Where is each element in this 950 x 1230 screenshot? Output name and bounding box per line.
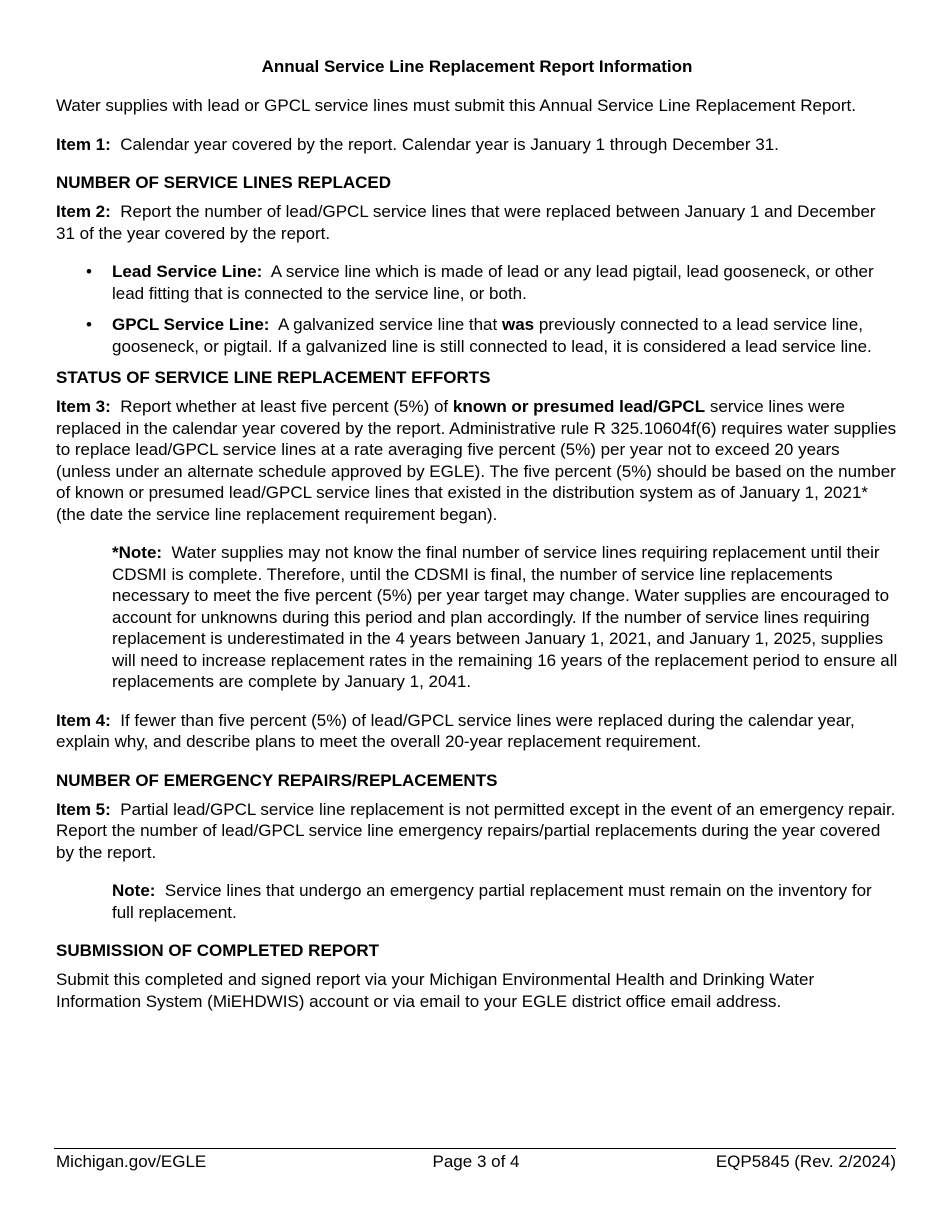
item-5-label: Item 5:: [56, 799, 111, 819]
item-1-text: Calendar year covered by the report. Calendar year is January 1 through December 31.: [120, 134, 779, 154]
footer-divider: [54, 1148, 896, 1149]
section-heading-submission: SUBMISSION OF COMPLETED REPORT: [56, 941, 380, 960]
bullet-icon: •: [86, 315, 92, 334]
item-3-text-before: Report whether at least five percent (5%) of: [120, 397, 449, 416]
item-2-label: Item 2:: [56, 202, 111, 221]
emergency-note: [112, 880, 898, 923]
cdsmi-note: [112, 542, 898, 693]
gpcl-service-line-text-before: A galvanized service line that: [277, 315, 498, 334]
item-4-label: Item 4:: [56, 710, 111, 730]
item-5-text: Partial lead/GPCL service line replacement is not permitted except in the event of an emergency repair. Report the number of lead/GPCL service line emergency repairs/partial replacements during the year covered by the report.: [56, 799, 896, 862]
item-4-paragraph: [56, 710, 898, 753]
item-4-text: If fewer than five percent (5%) of lead/GPCL service lines were replaced during the calendar year, explain why, and describe plans to meet the overall 20-year replacement requirement.: [56, 710, 855, 751]
document-page: [56, 55, 898, 1012]
gpcl-service-line-bold-word: was: [501, 315, 535, 334]
footer-website: Michigan.gov/EGLE: [56, 1152, 207, 1171]
definition-list: [56, 261, 898, 357]
list-item: [86, 314, 898, 357]
section-heading-lines-replaced: NUMBER OF SERVICE LINES REPLACED: [56, 173, 392, 192]
emergency-note-text: Service lines that undergo an emergency partial replacement must remain on the inventory for full replacement.: [112, 881, 872, 922]
page-footer: [56, 1152, 896, 1174]
item-5-paragraph: [56, 799, 898, 864]
bullet-icon: •: [86, 262, 92, 281]
item-1-label: Item 1:: [56, 134, 111, 154]
item-3-text-after: service lines were replaced in the calendar year covered by the report. Administrative rule R 325.10604f(6) requires water supplies to replace lead/GPCL service lines at a rate averaging five percent (5%) per year not to exceed 20 years (unless under an alternate schedule approved by EGLE). The five percent (5%) should be based on the number of known or presumed lead/GPCL service lines that existed in the distribution system as of January 1, 2021* (the date the service line replacement requirement began).: [56, 397, 897, 524]
submission-paragraph: Submit this completed and signed report via your Michigan Environmental Health and Drinking Water Information System (MiEHDWIS) account or via email to your EGLE district office email address.: [56, 970, 815, 1011]
item-3-bold-text: known or presumed lead/GPCL: [452, 397, 706, 416]
footer-page-number: Page 3 of 4: [432, 1152, 520, 1171]
item-2-paragraph: [56, 201, 898, 244]
section-heading-emergency-repairs: NUMBER OF EMERGENCY REPAIRS/REPLACEMENTS: [56, 770, 498, 790]
intro-paragraph: Water supplies with lead or GPCL service lines must submit this Annual Service Line Replacement Report.: [56, 96, 856, 115]
item-1-paragraph: [56, 134, 898, 156]
emergency-note-label: Note:: [112, 881, 156, 900]
item-3-label: Item 3:: [56, 397, 111, 416]
section-heading-replacement-status: STATUS OF SERVICE LINE REPLACEMENT EFFORTS: [56, 368, 491, 387]
lead-service-line-term: Lead Service Line:: [112, 262, 263, 281]
lead-service-line-text: A service line which is made of lead or any lead pigtail, lead gooseneck, or other lead fitting that is connected to the service line, or both.: [112, 262, 874, 303]
gpcl-service-line-term: GPCL Service Line:: [112, 315, 270, 334]
item-3-paragraph: [56, 396, 898, 525]
cdsmi-note-text: Water supplies may not know the final number of service lines requiring replacement until their CDSMI is complete. Therefore, until the CDSMI is final, the number of service line replacements necessary to meet the five percent (5%) per year target may change. Water supplies are encouraged to account for unknowns during this period and plan accordingly. If the number of service lines requiring replacement is underestimated in the 4 years between January 1, 2021, and January 1, 2025, supplies will need to increase replacement rates in the remaining 16 years of the replacement period to ensure all replacements are complete by January 1, 2041.: [112, 543, 898, 691]
cdsmi-note-label: *Note:: [112, 543, 163, 562]
list-item: [86, 261, 898, 304]
page-title: Annual Service Line Replacement Report Information: [261, 57, 693, 76]
item-2-text: Report the number of lead/GPCL service lines that were replaced between January 1 and December 31 of the year covered by the report.: [56, 202, 876, 243]
footer-form-number: EQP5845 (Rev. 2/2024): [715, 1152, 896, 1171]
gpcl-service-line-text-after: previously connected to a lead service line, gooseneck, or pigtail. If a galvanized line is still connected to lead, it is considered a lead service line.: [112, 315, 872, 356]
